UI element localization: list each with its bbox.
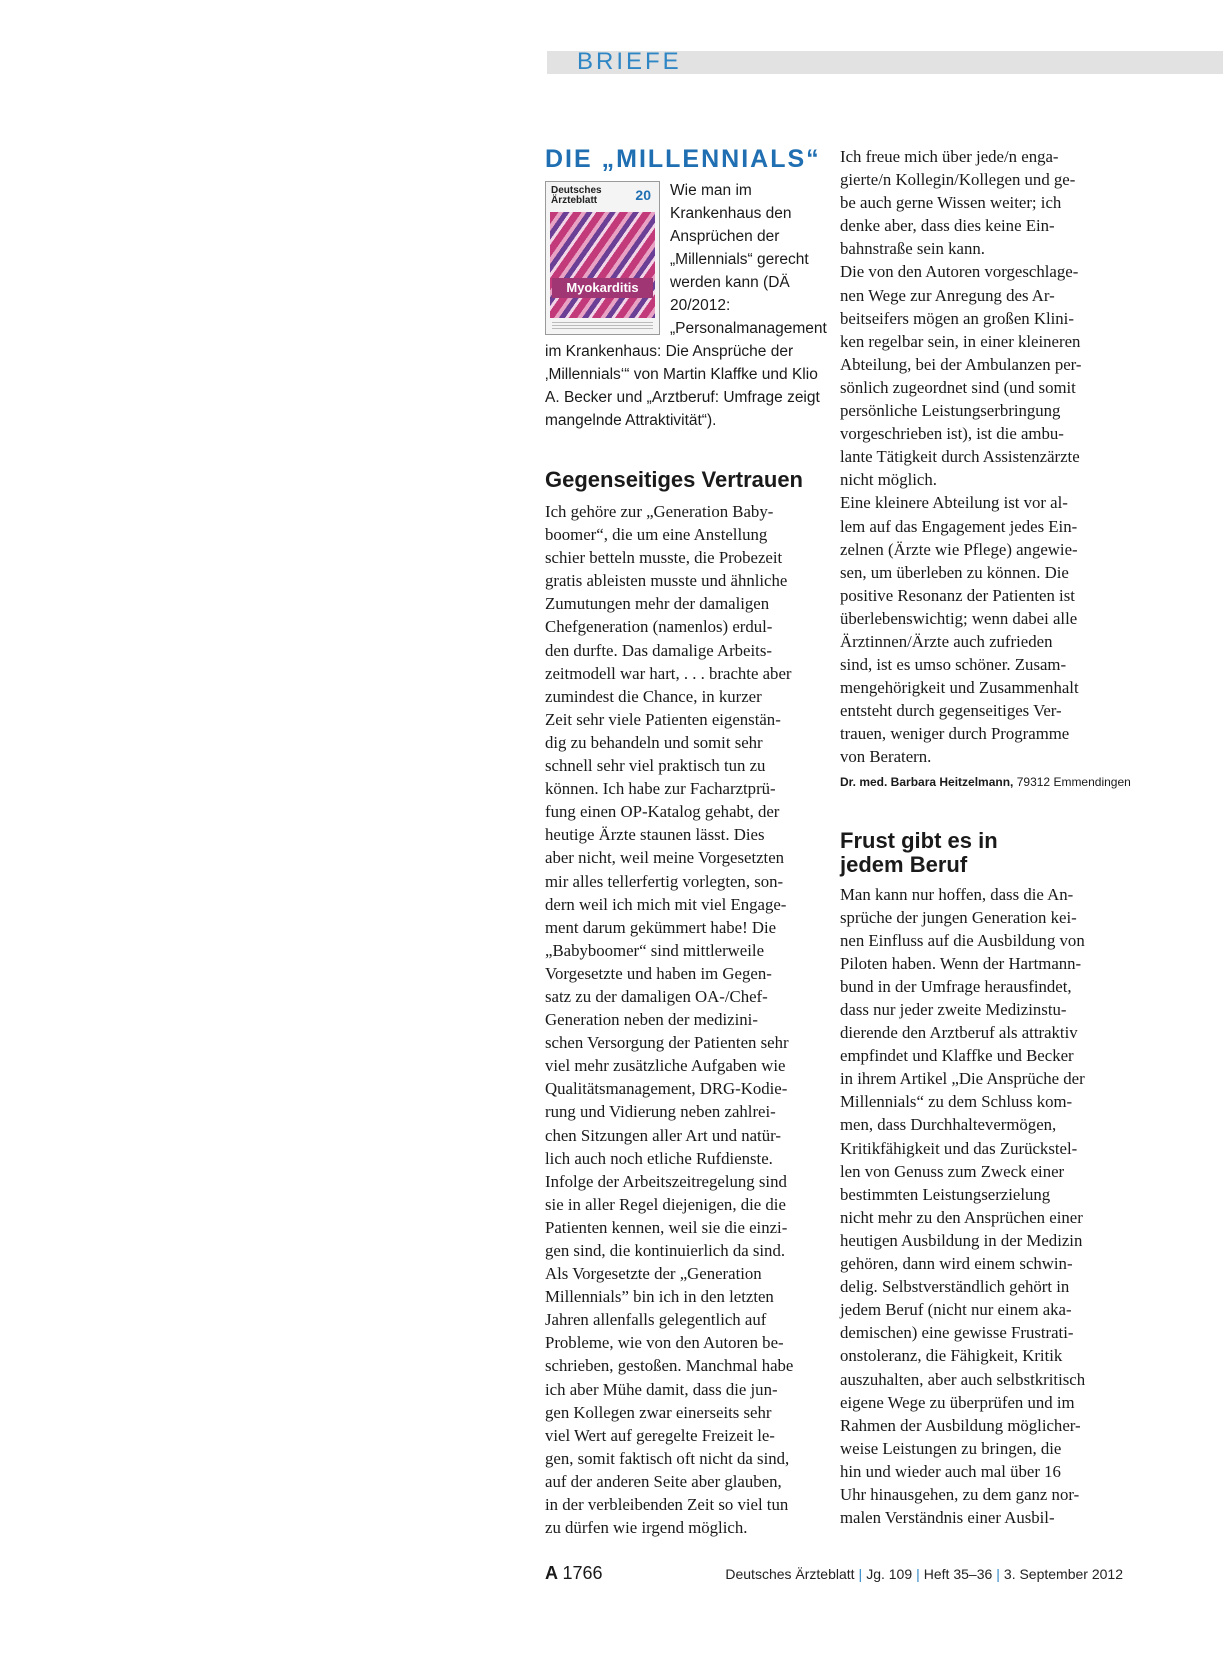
letter2-body: Man kann nur hoffen, dass die An- sprüche der jungen Generation kei- nen Einfluss auf die Ausbildung von Piloten haben. Wenn der Hartmann- bund in der Umfrage herausfindet, dass nur jeder zweite Medizinstu- dierende den Arztberuf als attraktiv empfindet und Klaffke und Becker in ihrem Artikel „Die Ansprüche der Millennials“ zu dem Schluss kom- men, dass Durchhaltevermögen, Kritikfähigkeit und das Zurückstel- len von Genuss zum Zweck einer bestimmten Leistungserzielung nicht mehr zu den Ansprüchen einer heutigen Ausbildung in der Medizin gehören, dann wird einem schwin- delig. Selbstverständlich gehört in jedem Beruf (nicht nur einem aka- demischen) eine gewisse Frustrati- onstoleranz, die Fähigkeit, Kritik auszuhalten, aber auch selbstkritisch eigene Wege zu überprüfen und im Rahmen der Ausbildung möglicher- weise Leistungen zu bringen, die hin und wieder auch mal über 16 Uhr hinausgehen, zu dem ganz nor- malen Verständnis einer Ausbil- (840, 884, 1086, 1528)
article-title: DIE „MILLENNIALS“ (545, 145, 821, 173)
letter1-body-continued: Ich freue mich über jede/n enga- gierte/n Kollegin/Kollegen und ge- be auch gerne Wissen weiter; ich denke aber, dass dies keine Ein- bahnstraße sein kann. Die von den Autoren vorgeschlage- nen Wege zur Anregung des Ar- beitseifers mögen an großen Klini- ken regelbar sein, in einer kleineren Abteilung, bei der Ambulanzen per- sönlich zugeordnet sind (und somit persönliche Leistungserbringung vorgeschrieben ist), ist die ambu- lante Tätigkeit durch Assistenzärzte nicht möglich. Eine kleinere Abteilung ist vor al- lem auf das Engagement jedes Ein- zelnen (Ärzte wie Pflege) angewie- sen, um überleben zu können. Die positive Resonanz der Patienten ist überlebenswichtig; wenn dabei alle Ärztinnen/Ärzte auch zufrieden sind, ist es umso schöner. Zusam- mengehörigkeit und Zusammenhalt entsteht durch gegenseitiges Ver- trauen, weniger durch Programme von Beratern. (840, 147, 1082, 767)
article-intro: Wie man im Krankenhaus den Ansprüchen der „Millennials“ gerecht werden kann (DÄ 20/2012: „Personalmanagement im Krankenhaus: Die Ansprüche der ‚Millennials‘“ von Martin Klaffke und Klio A. Becker und „Arztberuf: Umfrage zeigt mangelnde Attraktivität“). (545, 182, 827, 429)
page-footer (545, 1563, 1123, 1587)
column-right (840, 145, 1130, 1529)
footer-issue: Heft 35–36 (923, 1566, 993, 1582)
article-intro-block (545, 179, 835, 432)
letter2-heading: Frust gibt es in jedem Beruf (840, 827, 998, 877)
magazine-cover-image (545, 181, 660, 335)
column-left (545, 145, 835, 1539)
letter1-body: Ich gehöre zur „Generation Baby- boomer“, die um eine Anstellung schier betteln musste, die Probezeit gratis ableisten musste und ähnliche Zumutungen mehr der damaligen Chefgeneration (namenlos) erdul- den durfte. Das damalige Arbeits- zeitmodell war hart, . . . brachte aber zumindest die Chance, in kurzer Zeit sehr viele Patienten eigenstän- dig zu behandeln und somit sehr schnell sehr viel praktisch tun zu können. Ich habe zur Facharztprü- fung einen OP-Katalog gehabt, der heutige Ärzte staunen lässt. Dies aber nicht, weil meine Vorgesetzten mir alles tellerfertig vorlegten, son- dern weil ich mich mit viel Engage- ment darum gekümmert habe! Die „Babyboomer“ sind mittlerweile Vorgesetzte und haben im Gegen- satz zu der damaligen OA-/Chef- Generation neben der medizini- schen Versorgung der Patienten sehr viel mehr zusätzliche Aufgaben wie Qualitätsmanagement, DRG-Kodie- rung und Vidierung neben zahlrei- chen Sitzungen aller Art und natür- lich auch noch etliche Rufdienste. Infolge der Arbeitszeitregelung sind sie in aller Regel diejenigen, die die Patienten kennen, weil sie die einzi- gen sind, die kontinuierlich da sind. Als Vorgesetzte der „Generation Millennials” bin ich in den letzten Jahren allenfalls gelegentlich auf Probleme, wie von den Autoren be- schrieben, gestoßen. Manchmal habe ich aber Mühe damit, dass die jun- gen Kollegen zwar einerseits sehr viel Wert auf geregelte Freizeit le- gen, somit faktisch oft nicht da sind, auf der anderen Seite aber glauben, in der verbleibenden Zeit so viel tun zu dürfen wie irgend möglich. (545, 502, 794, 1538)
cover-masthead: Deutsches Ärzteblatt (551, 185, 602, 206)
cover-issue-number: 20 (635, 187, 651, 203)
page-number: 1766 (562, 1563, 603, 1583)
cover-artwork (550, 212, 655, 318)
footer-date: 3. September 2012 (1003, 1566, 1123, 1582)
letter1-signature (840, 775, 1130, 789)
footer-journal: Deutsches Ärzteblatt (725, 1566, 855, 1582)
page-prefix: A (545, 1563, 558, 1583)
letter1-heading: Gegenseitiges Vertrauen (545, 467, 803, 492)
footer-volume: Jg. 109 (866, 1566, 913, 1582)
cover-text-lines (552, 322, 653, 330)
section-label: BRIEFE (577, 48, 682, 75)
letter1-author: Dr. med. Barbara Heitzelmann, (840, 774, 1014, 789)
footer-citation: Deutsches Ärzteblatt | Jg. 109 | Heft 35–36 | 3. September 2012 (725, 1566, 1123, 1582)
letter1-location: 79312 Emmendingen (1016, 774, 1131, 789)
cover-title: Myokarditis (552, 278, 653, 298)
